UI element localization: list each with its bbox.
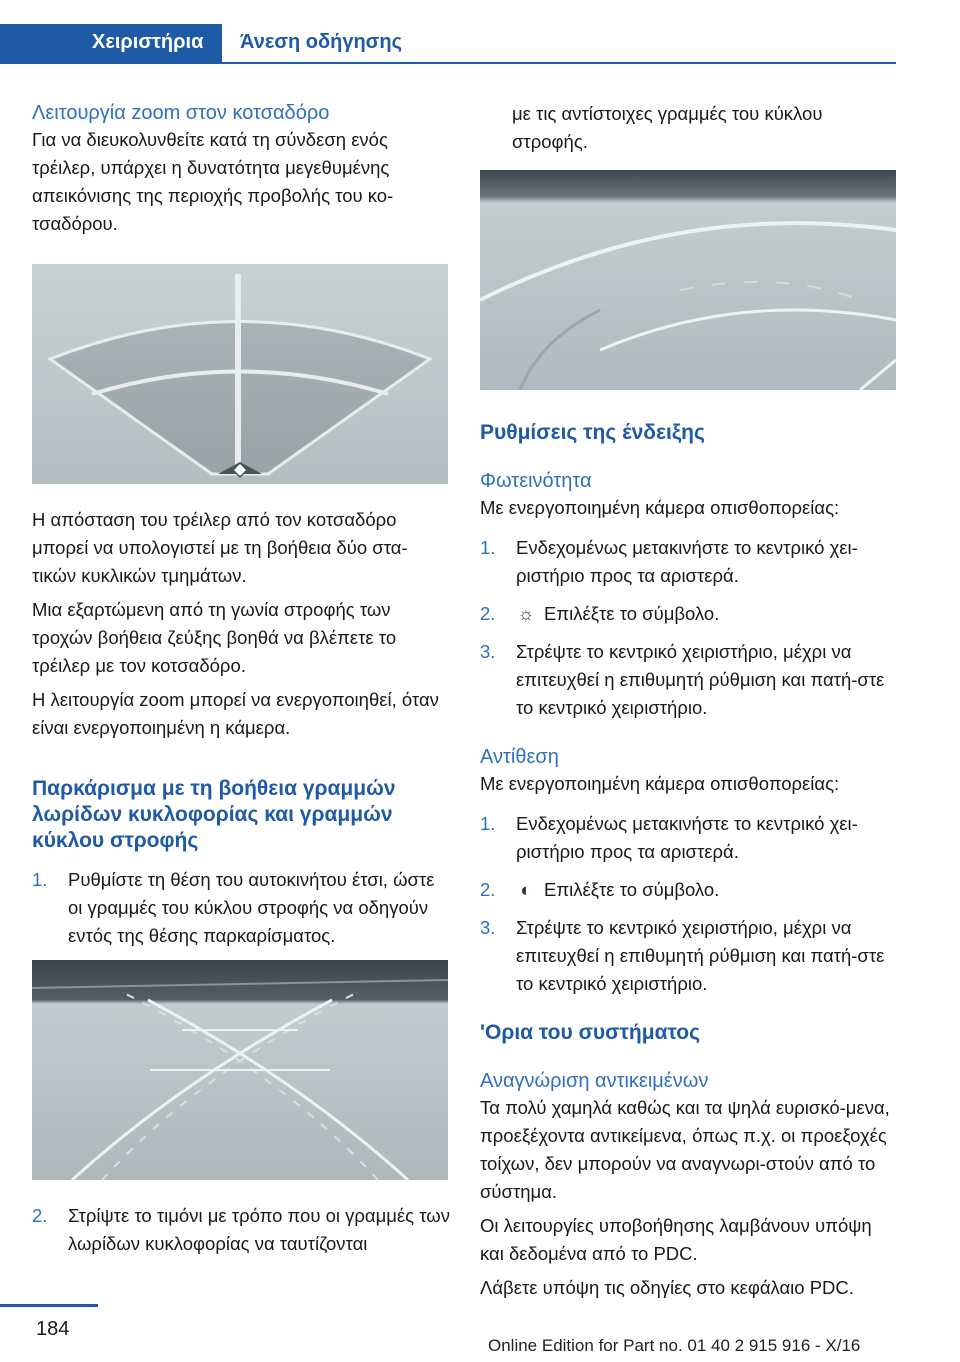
parking-steps-part2 bbox=[32, 1202, 450, 1258]
contrast-heading: Αντίθεση bbox=[480, 746, 559, 768]
step-text: Ενδεχομένως μετακινήστε το κεντρικό χει-ριστήριο προς τα αριστερά. bbox=[516, 537, 858, 586]
parking-lines-image bbox=[32, 960, 450, 1180]
step-text: Ρυθμίστε τη θέση του αυτοκινήτου έτσι, ώστε οι γραμμές του κύκλου στροφής να οδηγούν εντός της θέσης παρκαρίσματος. bbox=[68, 869, 435, 946]
system-limits-heading: 'Ορια του συστήματος bbox=[480, 1021, 701, 1044]
detection-paragraph-2: Οι λειτουργίες υποβοήθησης λαμβάνουν υπόψη και δεδομένα από το PDC. bbox=[480, 1215, 872, 1264]
step-number: 2. bbox=[480, 603, 496, 624]
contrast-step-2 bbox=[480, 876, 896, 904]
continued-step-text: με τις αντίστοιχες γραμμές του κύκλου στροφής. bbox=[512, 103, 823, 152]
contrast-icon: ◐ bbox=[520, 879, 532, 900]
right-column bbox=[480, 100, 896, 1302]
parking-steps-part1 bbox=[32, 866, 450, 950]
header-bar bbox=[0, 24, 896, 64]
zoom-paragraph-4: Η λειτουργία zoom μπορεί να ενεργοποιηθεί, όταν είναι ενεργοποιημένη η κάμερα. bbox=[32, 689, 439, 738]
header-rule bbox=[222, 62, 896, 64]
contrast-step-3 bbox=[480, 914, 896, 998]
brightness-steps bbox=[480, 534, 896, 722]
step-text: Επιλέξτε το σύμβολο. bbox=[544, 879, 720, 900]
step-number: 1. bbox=[32, 869, 48, 890]
parking-step-2 bbox=[32, 1202, 450, 1258]
turning-circle-illustration bbox=[480, 170, 896, 390]
zoom-paragraph-3: Μια εξαρτώμενη από τη γωνία στροφής των τροχών βοήθεια ζεύξης βοηθά να βλέπετε το τρέιλερ με τον κοτσαδόρο. bbox=[32, 599, 397, 676]
page-number: 184 bbox=[36, 1318, 70, 1340]
brightness-icon: ☼ bbox=[517, 603, 535, 624]
footer-rule bbox=[0, 1304, 98, 1307]
display-settings-heading: Ρυθμίσεις της ένδειξης bbox=[480, 421, 705, 444]
detection-paragraph-3: Λάβετε υπόψη τις οδηγίες στο κεφάλαιο PDC. bbox=[480, 1277, 854, 1298]
parking-heading: Παρκάρισμα με τη βοήθεια γραμμών λωρίδων κυκλοφορίας και γραμμών κύκλου στροφής bbox=[32, 777, 396, 852]
contrast-step-1 bbox=[480, 810, 896, 866]
step-number: 3. bbox=[480, 917, 496, 938]
object-detection-heading: Αναγνώριση αντικειμένων bbox=[480, 1070, 709, 1092]
edition-note: Online Edition for Part no. 01 40 2 915 916 - X/16 bbox=[488, 1336, 861, 1355]
zoom-paragraph-1: Για να διευκολυνθείτε κατά τη σύνδεση ενός τρέιλερ, υπάρχει η δυνατότητα μεγεθυμένης απεικόνισης της περιοχής προβολής του κο-τσαδόρου. bbox=[32, 129, 394, 234]
step-text: Επιλέξτε το σύμβολο. bbox=[544, 603, 720, 624]
tab-driving-comfort[interactable]: Άνεση οδήγησης bbox=[240, 31, 402, 53]
brightness-intro: Με ενεργοποιημένη κάμερα οπισθοπορείας: bbox=[480, 497, 840, 518]
brightness-step-1 bbox=[480, 534, 896, 590]
detection-paragraph-1: Τα πολύ χαμηλά καθώς και τα ψηλά ευρισκό-μενα, προεξέχοντα αντικείμενα, όπως π.χ. οι προεξοχές τοίχων, δεν μπορούν να αναγνωρι-στούν από το σύστημα. bbox=[480, 1097, 890, 1202]
hitch-zoom-image bbox=[32, 264, 450, 484]
brightness-step-2 bbox=[480, 600, 896, 628]
step-text: Στρέψτε το κεντρικό χειριστήριο, μέχρι να επιτευχθεί η επιθυμητή ρύθμιση και πατή-στε το κεντρικό χειριστήριο. bbox=[516, 641, 885, 718]
zoom-heading: Λειτουργία zoom στον κοτσαδόρο bbox=[32, 102, 330, 124]
step-text: Στρίψτε το τιμόνι με τρόπο που οι γραμμές των λωρίδων κυκλοφορίας να ταυτίζονται bbox=[68, 1205, 450, 1254]
parking-step-1 bbox=[32, 866, 450, 950]
contrast-intro: Με ενεργοποιημένη κάμερα οπισθοπορείας: bbox=[480, 773, 840, 794]
left-column bbox=[32, 100, 450, 1268]
tab-controls[interactable]: Χειριστήρια bbox=[0, 24, 222, 64]
turning-circle-image bbox=[480, 170, 896, 390]
zoom-paragraph-2: Η απόσταση του τρέιλερ από τον κοτσαδόρο μπορεί να υπολογιστεί με τη βοήθεια δύο στα-τικών κυκλικών τμημάτων. bbox=[32, 509, 408, 586]
step-text: Στρέψτε το κεντρικό χειριστήριο, μέχρι να επιτευχθεί η επιθυμητή ρύθμιση και πατή-στε το κεντρικό χειριστήριο. bbox=[516, 917, 885, 994]
parking-lines-illustration bbox=[32, 960, 448, 1180]
step-number: 2. bbox=[32, 1205, 48, 1226]
step-number: 3. bbox=[480, 641, 496, 662]
step-number: 1. bbox=[480, 813, 496, 834]
brightness-heading: Φωτεινότητα bbox=[480, 470, 592, 492]
hitch-zoom-illustration bbox=[32, 264, 448, 484]
brightness-step-3 bbox=[480, 638, 896, 722]
step-number: 1. bbox=[480, 537, 496, 558]
step-text: Ενδεχομένως μετακινήστε το κεντρικό χει-ριστήριο προς τα αριστερά. bbox=[516, 813, 858, 862]
step-number: 2. bbox=[480, 879, 496, 900]
contrast-steps bbox=[480, 810, 896, 998]
